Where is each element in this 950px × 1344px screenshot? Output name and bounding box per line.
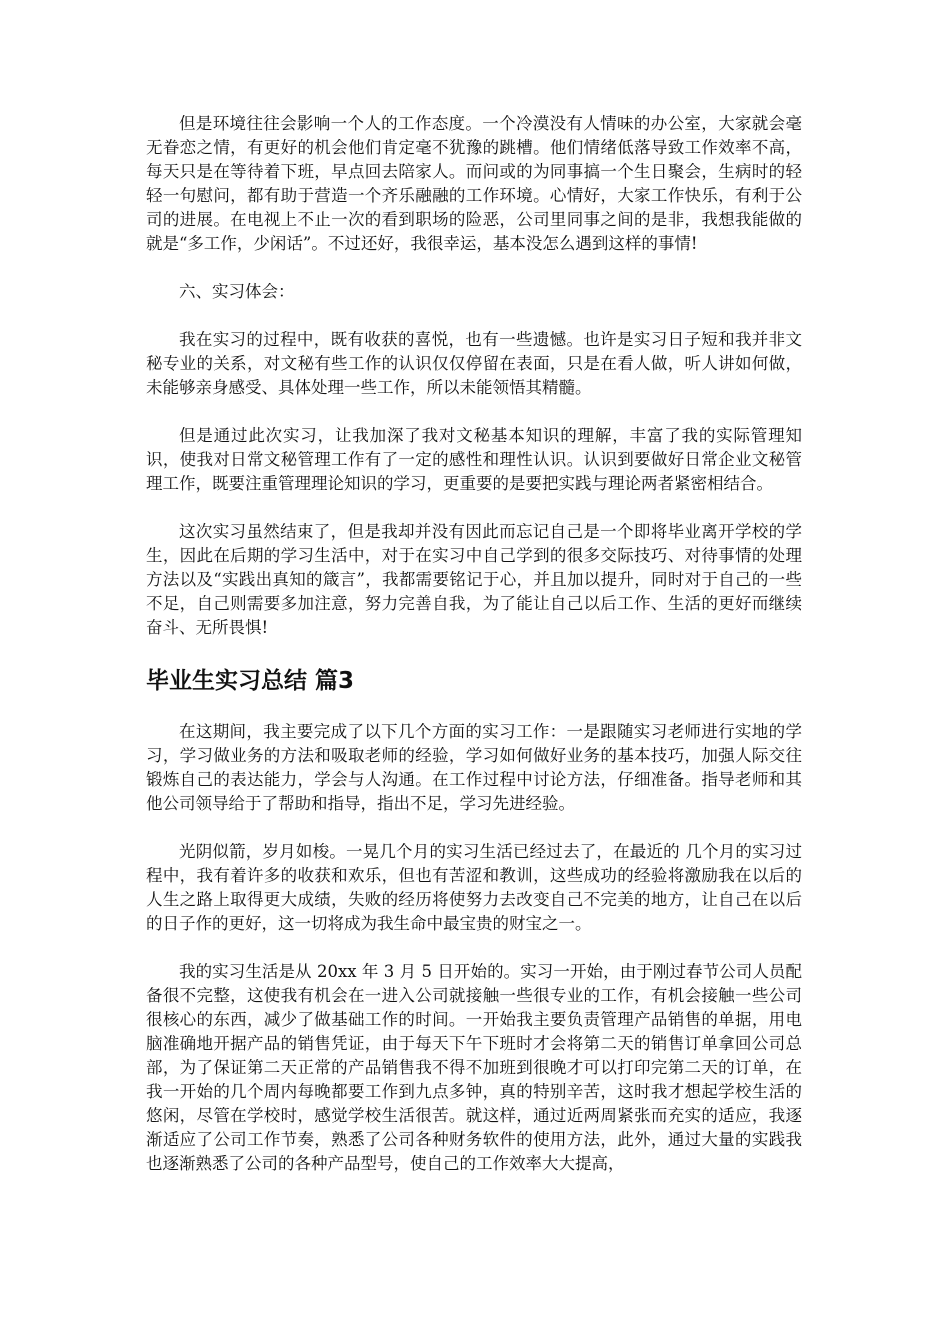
paragraph-work-environment: 但是环境往往会影响一个人的工作态度。一个冷漠没有人情味的办公室，大家就会毫无眷恋之情，有更好的机会他们肯定毫不犹豫的跳槽。他们情绪低落导致工作效率不高，每天只是在等待着下班，早点回去陪家人。而问或的为同事搞一个生日聚会，生病时的轻轻一句慰问，都有助于营造一个齐乐融融的工作环境。心情好，大家工作快乐，有利于公司的进展。在电视上不止一次的看到职场的险恶，公司里同事之间的是非，我想我能做的就是“多工作，少闲话”。不过还好，我很幸运，基本没怎么遇到这样的事情! — [146, 114, 802, 253]
paragraph-deepened-knowledge: 但是通过此次实习，让我加深了我对文秘基本知识的理解，丰富了我的实际管理知识，使我对日常文秘管理工作有了一定的感性和理性认识。认识到要做好日常企业文秘管理工作，既要注重管理理论知识的学习，更重要的是要把实践与理论两者紧密相结合。 — [146, 426, 802, 493]
subheading-internship-reflection: 六、实习体会： — [179, 282, 295, 301]
paragraph-internship-tasks: 在这期间，我主要完成了以下几个方面的实习工作：一是跟随实习老师进行实地的学习，学习做业务的方法和吸取老师的经验，学习如何做好业务的基本技巧，加强人际交往 锻炼自己的表达能力，学会与人沟通。在工作过程中讨论方法，仔细准备。指导老师和其他公司领导给于了帮助和指导，指出不足，学习先进经验。 — [146, 722, 802, 813]
paragraph-internship-ended: 这次实习虽然结束了，但是我却并没有因此而忘记自己是一个即将毕业离开学校的学生，因此在后期的学习生活中，对于在实习中自己学到的很多交际技巧、对待事情的处理方法以及“实践出真知的箴言”，我都需要铭记于心，并且加以提升，同时对于自己的一些不足，自己则需要多加注意，努力完善自我，为了能让自己以后工作、生活的更好而继续奋斗、无所畏惧! — [146, 522, 802, 637]
section-heading: 毕业生实习总结 篇3 — [146, 668, 355, 694]
paragraph-gains-and-regrets: 我在实习的过程中，既有收获的喜悦，也有一些遗憾。也许是实习日子短和我并非文秘专业的关系，对文秘有些工作的认识仅仅停留在表面，只是在看人做，听人讲如何做，未能够亲身感受、具体处理一些工作，所以未能领悟其精髓。 — [146, 330, 802, 397]
paragraph-internship-start: 我的实习生活是从 20xx 年 3 月 5 日开始的。实习一开始，由于刚过春节公司人员配备很不完整，这使我有机会在一进入公司就接触一些很专业的工作，有机会接触一些公司很核心的东西，减少了做基础工作的时间。一开始我主要负责管理产品销售的单据，用电脑准确地开据产品的销售凭证，由于每天下午下班时才会将第二天的销售订单拿回公司总部，为了保证第二天正常的产品销售我不得不加班到很晚才可以打印完第二天的订单，在我一开始的几个周内每晚都要工作到九点多钟，真的特别辛苦，这时我才想起学校生活的悠闲，尽管在学校时，感觉学校生活很苦。就这样，通过近两周紧张而充实的适应，我逐渐适应了公司工作节奏，熟悉了公司各种财务软件的使用方法，此外，通过大量的实践我也逐渐熟悉了公司的各种产品型号，使自己的工作效率大大提高， — [146, 962, 802, 1173]
document-page — [146, 112, 802, 1176]
paragraph-time-flies: 光阴似箭，岁月如梭。一晃几个月的实习生活已经过去了，在最近的 几个月的实习过程中，我有着许多的收获和欢乐，但也有苦涩和教训，这些成功的经验将激励我在以后的人生之路上取得更大成绩，失败的经历将使努力去改变自己不完美的地方，让自己在以后的日子作的更好，这一切将成为我生命中最宝贵的财宝之一。 — [146, 842, 802, 933]
